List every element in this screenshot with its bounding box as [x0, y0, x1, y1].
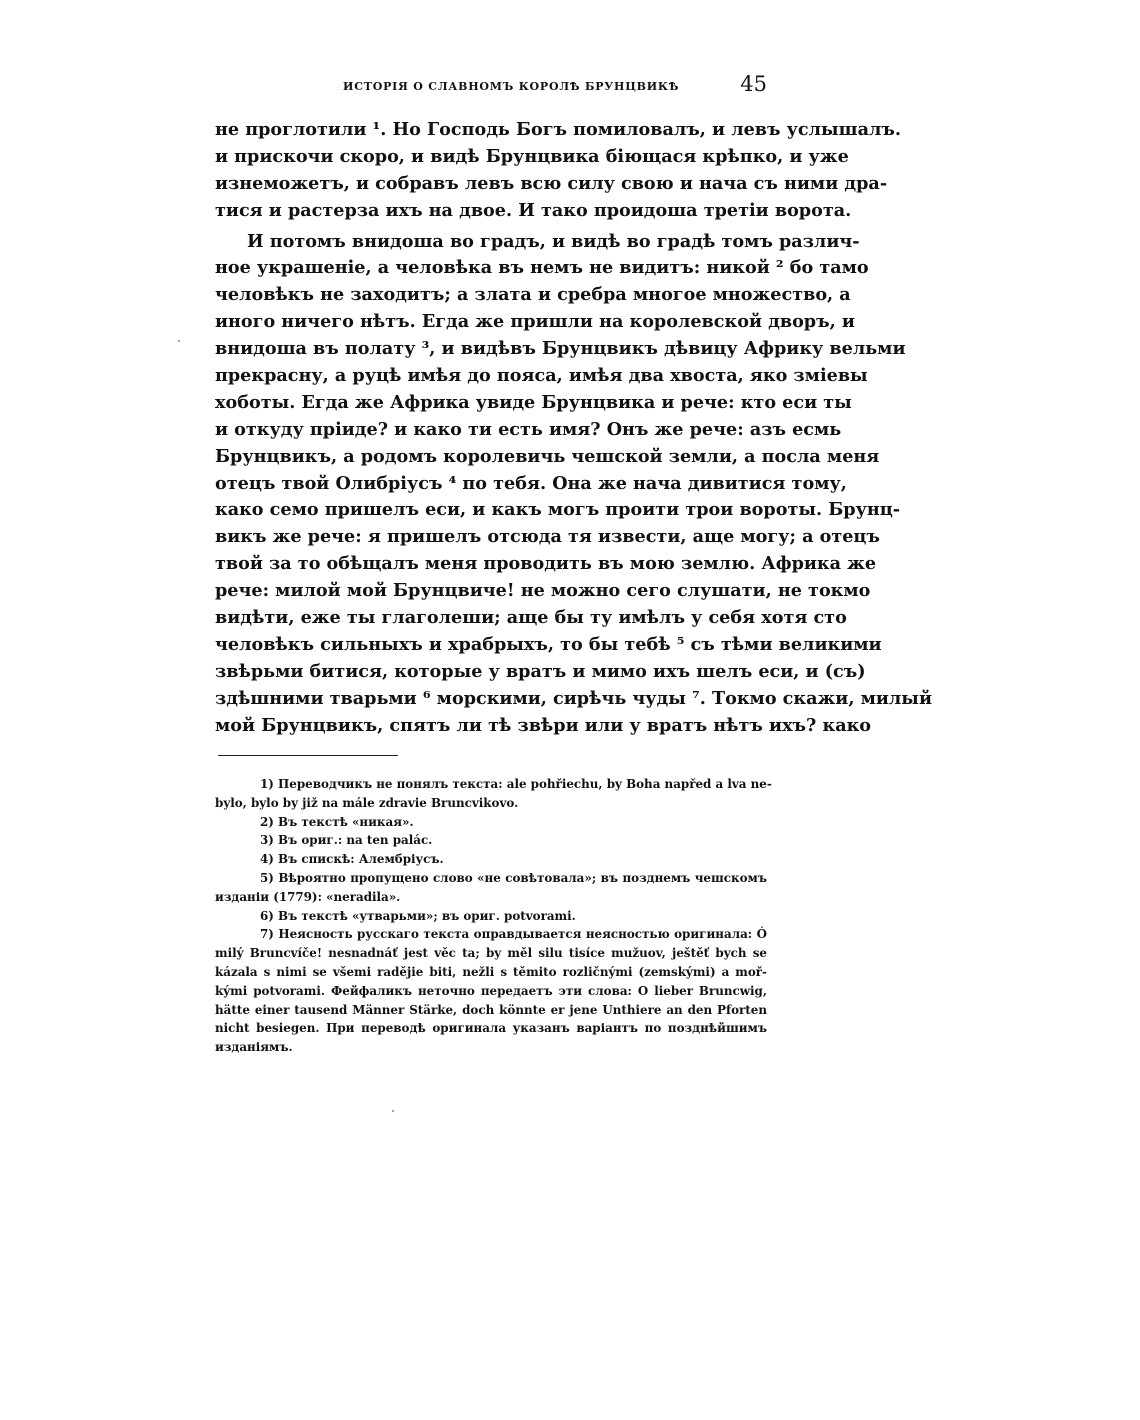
footnote-line: 3) Въ ориг.: na ten palác. — [260, 833, 433, 848]
page-number: 45 — [740, 72, 767, 96]
text-line: человѣкъ не заходитъ; а злата и сребра многое множество, а — [215, 284, 851, 306]
footnote-line: hätte einer tausend Männer Stärke, doch könnte er jene Unthiere an den Pforten — [215, 1002, 767, 1017]
text-line: Брунцвикъ, а родомъ королевичь чешской земли, а посла меня — [215, 445, 880, 467]
text-line: тися и растерза ихъ на двое. И тако проидоша третіи ворота. — [215, 199, 852, 221]
text-line: мой Брунцвикъ, спятъ ли тѣ звѣри или у вратъ нѣтъ ихъ? како — [215, 714, 872, 736]
text-line: прекрасну, а руцѣ имѣя до пояса, имѣя два хвоста, яко зміевы — [215, 365, 868, 387]
footnote-line: 5) Вѣроятно пропущено слово «не совѣтовала»; въ позднемъ чешскомъ — [260, 870, 767, 885]
footnote-line: 7) Неясность русскаго текста оправдывается неясностью оригинала: Ó — [260, 927, 767, 942]
text-line: рече: милой мой Брунцвиче! не можно сего слушати, не токмо — [215, 580, 871, 602]
scan-speck — [392, 1110, 394, 1112]
text-line: видѣти, еже ты глаголеши; аще бы ту имѣлъ у себя хотя сто — [215, 607, 847, 629]
text-line: И потомъ внидоша во градъ, и видѣ во градѣ томъ различ- — [247, 230, 860, 252]
footnote-line: milý Bruncvíče! nesnadnáť jest věc ta; by měl silu tisíce mužuov, ještěť bych se — [215, 946, 767, 961]
text-line: человѣкъ сильныхъ и храбрыхъ, то бы тебѣ ⁵ съ тѣми великими — [215, 633, 882, 655]
footnote-line: 6) Въ текстѣ «утварьми»; въ ориг. potvorami. — [260, 908, 576, 923]
main-text — [215, 117, 932, 739]
text-line: не проглотили ¹. Но Господь Богъ помиловалъ, и левъ услышалъ. — [215, 119, 902, 140]
text-line: хоботы. Егда же Африка увиде Брунцвика и рече: кто еси ты — [215, 391, 852, 413]
footnote-line: kými potvorami. Фейфаликъ неточно передаетъ эти слова: O lieber Bruncwig, — [215, 983, 767, 998]
text-line: звѣрьми битися, которые у вратъ и мимо ихъ шелъ еси, и (съ) — [215, 660, 866, 682]
footnote-line: изданіямъ. — [215, 1040, 293, 1055]
text-line: и прискочи скоро, и видѣ Брунцвика біющася крѣпко, и уже — [215, 145, 849, 167]
footnote-line: kázala s nimi se všemi radějie biti, nežli s těmito rozličnými (zemskými) a moř- — [215, 964, 767, 979]
running-title: ИСТОРІЯ О СЛАВНОМЪ КОРОЛѢ БРУНЦВИКѢ — [343, 80, 680, 93]
footnote-line: nicht besiegen. При переводѣ оригинала указанъ варіантъ по позднѣйшимъ — [215, 1021, 767, 1036]
text-line: и откуду пріиде? и како ти есть имя? Онъ же рече: азъ есмь — [215, 418, 842, 440]
text-line: изнеможетъ, и собравъ левъ всю силу свою и нача съ ними дра- — [215, 172, 888, 194]
footnote-line: 4) Въ спискѣ: Алембріусъ. — [260, 852, 444, 867]
footnote-line: bylo, bylo by již na mále zdravie Bruncvikovo. — [215, 795, 519, 810]
text-line: како семо пришелъ еси, и какъ могъ проити трои вороты. Брунц- — [215, 499, 901, 521]
text-line: ное украшеніе, а человѣка въ немъ не видитъ: никой ² бо тамо — [215, 257, 869, 279]
footnote-separator — [218, 755, 398, 756]
text-line: отецъ твой Олибріусъ ⁴ по тебя. Она же нача дивитися тому, — [215, 472, 847, 494]
footnote-line: 2) Въ текстѣ «никая». — [260, 814, 414, 829]
text-line: иного ничего нѣтъ. Егда же пришли на королевской дворъ, и — [215, 311, 855, 333]
text-line: внидоша въ полату ³, и видѣвъ Брунцвикъ дѣвицу Африку вельми — [215, 338, 906, 360]
footnotes — [215, 775, 772, 1057]
text-line: викъ же рече: я пришелъ отсюда тя извести, аще могу; а отецъ — [215, 526, 880, 548]
footnote-line: изданіи (1779): «neradila». — [215, 889, 401, 904]
text-line: твой за то обѣщалъ меня проводить въ мою землю. Африка же — [215, 553, 877, 575]
page-header — [215, 72, 767, 102]
footnote-line: 1) Переводчикъ не понялъ текста: ale pohřiechu, by Boha napřed a lva ne- — [260, 777, 772, 791]
text-line: здѣшними тварьми ⁶ морскими, сирѣчь чуды ⁷. Токмо скажи, милый — [215, 687, 932, 709]
scan-speck — [178, 340, 180, 342]
